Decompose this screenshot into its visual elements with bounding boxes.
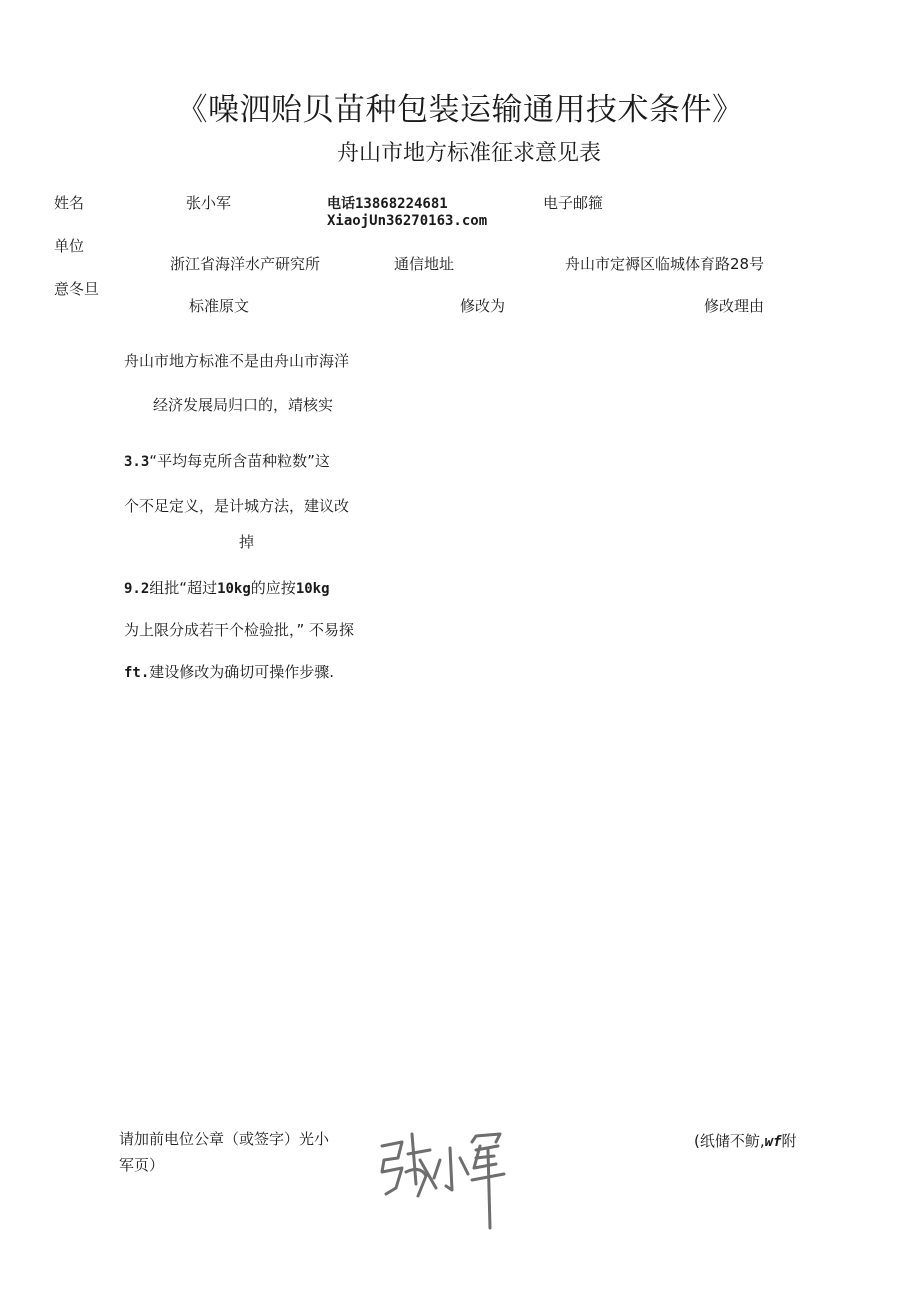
clause-text: 的应按 <box>250 579 296 597</box>
unit-label: 单位 <box>54 237 85 255</box>
comment-line-1: 舟山市地方标准不是由舟山市海洋 <box>124 352 350 370</box>
name-label: 姓名 <box>54 194 85 212</box>
clause-value: 10kg <box>217 581 251 597</box>
handwritten-signature <box>372 1124 512 1234</box>
comment-line-7: 为上限分成若干个检验批，” 不易探 <box>124 621 355 639</box>
clause-text: “平均每克所含苗种粒数”这 <box>149 452 330 470</box>
stamp-instruction <box>119 1126 329 1178</box>
clause-prefix: ft. <box>124 665 150 681</box>
clause-value: 10kg <box>295 581 330 597</box>
comment-line-6 <box>124 577 330 598</box>
document-subtitle: 舟山市地方标准征求意见表 <box>337 141 602 166</box>
paper-note-bold: wf <box>764 1134 782 1150</box>
clause-text: 组批“超过 <box>149 579 218 597</box>
clause-number: 9.2 <box>124 581 150 597</box>
name-value: 张小军 <box>186 194 232 212</box>
column-modify-to: 修改为 <box>460 297 506 315</box>
column-original-text: 标准原文 <box>189 297 250 315</box>
comment-line-2: 经济发展局归口的，靖核实 <box>153 396 334 414</box>
stamp-instruction-line-2: 军页） <box>119 1156 165 1174</box>
cut-off-label: 意冬旦 <box>54 280 100 298</box>
comment-line-4: 个不足定义，是计城方法，建议改 <box>124 497 350 515</box>
comment-line-8 <box>124 661 334 682</box>
paper-note-suffix: 附 <box>781 1132 797 1150</box>
email-value: XiaojUn36270163.com <box>327 213 488 229</box>
clause-number: 3.3 <box>124 454 150 470</box>
paper-note <box>694 1128 797 1155</box>
phone-text: 电话13868224681 <box>327 196 448 212</box>
clause-text: 建设修改为确切可操作步骤. <box>149 663 335 681</box>
stamp-instruction-line-1: 请加前电位公章（或签字）光小 <box>119 1130 330 1148</box>
address-label: 通信地址 <box>394 255 455 273</box>
comment-line-5: 掉 <box>239 533 255 551</box>
comment-line-3 <box>124 450 330 471</box>
unit-value: 浙江省海洋水产研究所 <box>170 255 321 273</box>
paper-note-prefix: (纸储不鲂, <box>694 1132 765 1150</box>
column-reason: 修改理由 <box>704 297 765 315</box>
address-value: 舟山市定褥区临城体育路28号 <box>565 255 765 273</box>
document-title: 《噪泗贻贝苗种包装运输通用技术条件》 <box>176 92 744 128</box>
email-label: 电子邮箍 <box>543 194 604 212</box>
